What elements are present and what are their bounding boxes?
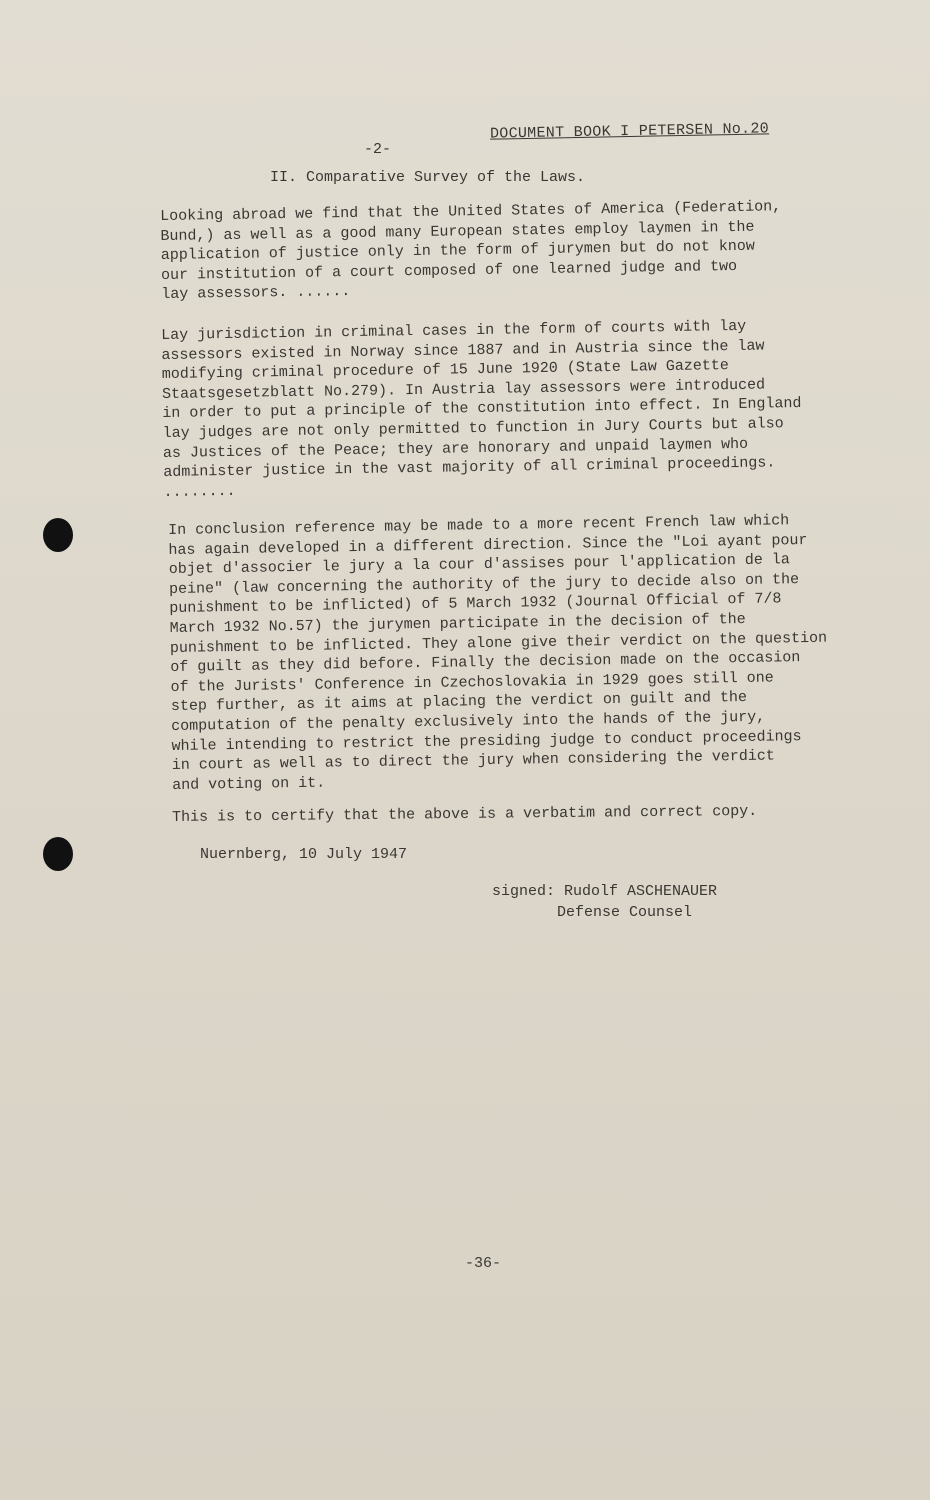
page-number: -2- (364, 141, 392, 158)
paragraph-looking-abroad: Looking abroad we find that the United States of America (Federation, Bund,) as well as a good many European states employ laymen in the application of justice only in the form of jurymen but do not know our institution of a court composed of one learned judge and two lay assessors. ...... (160, 198, 782, 304)
document-id: DOCUMENT BOOK I PETERSEN No.20 (489, 120, 770, 143)
paragraph-lay-jurisdiction: Lay jurisdiction in criminal cases in the form of courts with lay assessors existed in Norway since 1887 and in Austria since the law modifying criminal procedure of 15 June 1920 (State Law Gazette Staatsgesetzblatt No.279). In Austria lay assessors were introduced in order to put a principle of the constitution into effect. In England lay judges are not only permitted to function in Jury Courts but also as Justices of the Peace; they are honorary and unpaid laymen who administer justice in the vast majority of all criminal proceedings. ........ (161, 317, 802, 501)
footer-page-number: -36- (465, 1255, 502, 1272)
signature-line: signed: Rudolf ASCHENAUER (492, 883, 718, 900)
punch-hole-bottom (43, 837, 73, 871)
section-title: II. Comparative Survey of the Laws. (270, 169, 586, 186)
certification-statement: This is to certify that the above is a verbatim and correct copy. (172, 802, 758, 826)
signatory-title: Defense Counsel (557, 904, 693, 921)
paragraph-conclusion: In conclusion reference may be made to a more recent French law which has again developed in a different direction. Since the "Loi ayant pour objet d'associer le jury a la cour d'assises pour l'application de la peine" (law concerning the authority of the jury to decide also on the punishment to be inflicted) of 5 March 1932 (Journal Official of 7/8 March 1932 No.57) the jurymen participate in the decision of the punishment to be inflicted. They alone give their verdict on the question of guilt as they did before. Finally the decision made on the occasion of the Jurists' Conference in Czechoslovakia in 1929 goes still one step further, as it aims at placing the verdict on guilt and the computation of the penalty exclusively into the hands of the jury, while intending to restrict the presiding judge to conduct proceedings in court as well as to direct the jury when considering the verdict and voting on it. (168, 512, 828, 794)
place-and-date: Nuernberg, 10 July 1947 (200, 846, 408, 863)
punch-hole-top (43, 518, 73, 552)
